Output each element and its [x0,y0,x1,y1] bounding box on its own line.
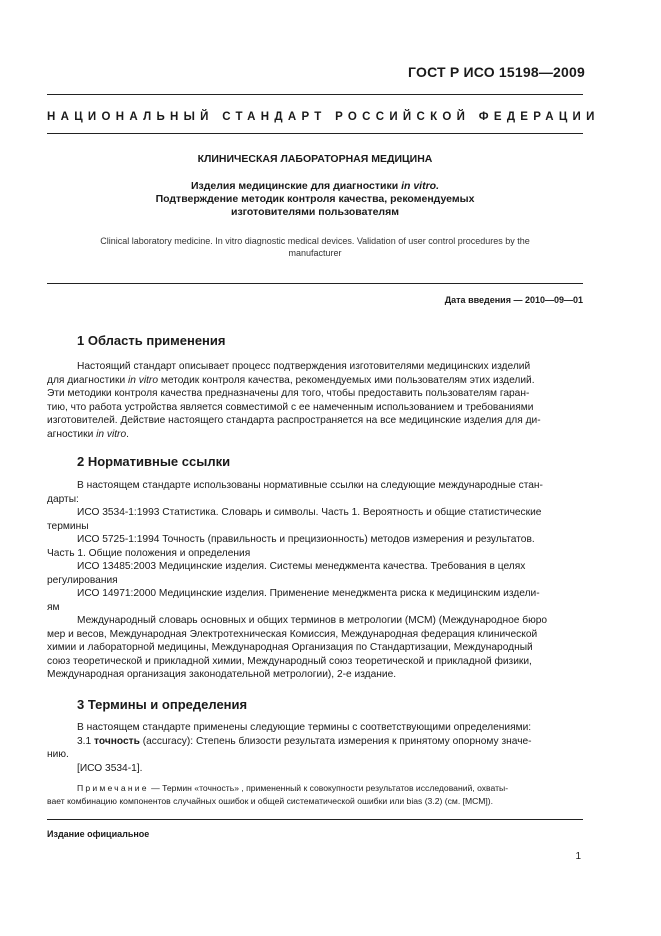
english-title [47,235,583,259]
text-line: термины [47,520,89,532]
reference-iso-3534: ИСО 3534-1:1993 Статистика. Словарь и символы. Часть 1. Вероятность и общие статистические [77,507,542,518]
text-line: дарты: [47,493,79,505]
text-line: союз теоретической и прикладной химии, Международный союз теоретической и прикладной физики, [47,655,532,667]
subtitle-line1: Изделия медицинские для диагностики [190,180,402,192]
subtitle-line3: изготовителями пользователям [231,206,399,218]
section3-paragraph [47,721,583,775]
banner-divider [47,133,583,134]
reference-iso-13485: ИСО 13485:2003 Медицинские изделия. Системы менеджмента качества. Требования в целях [77,561,526,572]
note [47,782,583,808]
text-line: Эти методики контроля качества предназначены для того, чтобы предоставить пользователям гаран- [47,388,530,399]
section2-heading: 2 Нормативные ссылки [77,454,231,469]
date-divider [47,283,583,284]
top-divider [47,94,583,95]
english-title-line2: manufacturer [288,248,342,258]
section1-heading: 1 Область применения [77,333,226,348]
section1-paragraph [47,360,583,441]
section3-heading: 3 Термины и определения [77,697,248,712]
reference-vim: Международный словарь основных и общих терминов в метрологии (МСМ) (Международное бюро [77,615,548,626]
title-subtitle [47,180,583,219]
note-line2: вает комбинацию компонентов случайных ошибок и общей систематической ошибки или bias (3.2) (см. [МСМ]). [47,796,494,806]
official-edition: Издание официальное [47,829,150,839]
term-accuracy: 3.1 точность (accuracy): Степень близости результата измерения к принятому опорному значе- [77,735,532,747]
text-line: изготовителей. Действие настоящего стандарта распространяется на все медицинские изделия для ди- [47,415,541,426]
document-number: ГОСТ Р ИСО 15198—2009 [408,64,585,80]
text-line: ям [47,601,60,613]
term-source: [ИСО 3534-1]. [77,762,143,774]
national-standard-banner: НАЦИОНАЛЬНЫЙ СТАНДАРТ РОССИЙСКОЙ ФЕДЕРАЦИИ [47,111,600,123]
text-line: для диагностики in vitro методик контроля качества, рекомендуемых ими пользователям этих изделий. [47,374,535,386]
text-line: Настоящий стандарт описывает процесс подтверждения изготовителями медицинских изделий [77,361,531,372]
note-line1: Примечание — Термин «точность» , примененный к совокупности результатов исследований, охваты- [77,783,509,793]
text-line: Часть 1. Общие положения и определения [47,547,251,559]
page-number: 1 [575,851,581,862]
title-main: КЛИНИЧЕСКАЯ ЛАБОРАТОРНАЯ МЕДИЦИНА [197,153,433,165]
subtitle-in-vitro: in vitro. [401,180,440,192]
text-line: химии и лабораторной медицины, Международная Организация по Стандартизации, Международный [47,642,533,653]
text-line: тию, что работа устройства является совместимой с ее намеченным использованием и требованиями [47,401,534,413]
subtitle-line2: Подтверждение методик контроля качества, рекомендуемых [155,193,475,205]
text-line: регулирования [47,574,118,586]
reference-iso-14971: ИСО 14971:2000 Медицинские изделия. Применение менеджмента риска к медицинским издели- [77,588,540,599]
text-line: агностики in vitro. [47,428,129,440]
section2-paragraph [47,479,583,682]
text-line: В настоящем стандарте использованы нормативные ссылки на следующие международные стан- [77,480,543,491]
text-line: В настоящем стандарте применены следующие термины с соответствующими определениями: [77,722,532,733]
text-line: Международная организация законодательной метрологии), 2-е издание. [47,669,397,680]
note-label: Примечание [77,783,149,793]
footer-divider [47,819,583,820]
introduction-date: Дата введения — 2010—09—01 [444,295,583,305]
text-line: нию. [47,749,69,760]
reference-iso-5725: ИСО 5725-1:1994 Точность (правильность и прецизионность) методов измерения и результатов. [77,534,535,545]
text-line: мер и весов, Международная Электротехническая Комиссия, Международная федерация клинической [47,628,538,640]
english-title-line1: Clinical laboratory medicine. In vitro diagnostic medical devices. Validation of user control procedures by the [100,236,530,246]
